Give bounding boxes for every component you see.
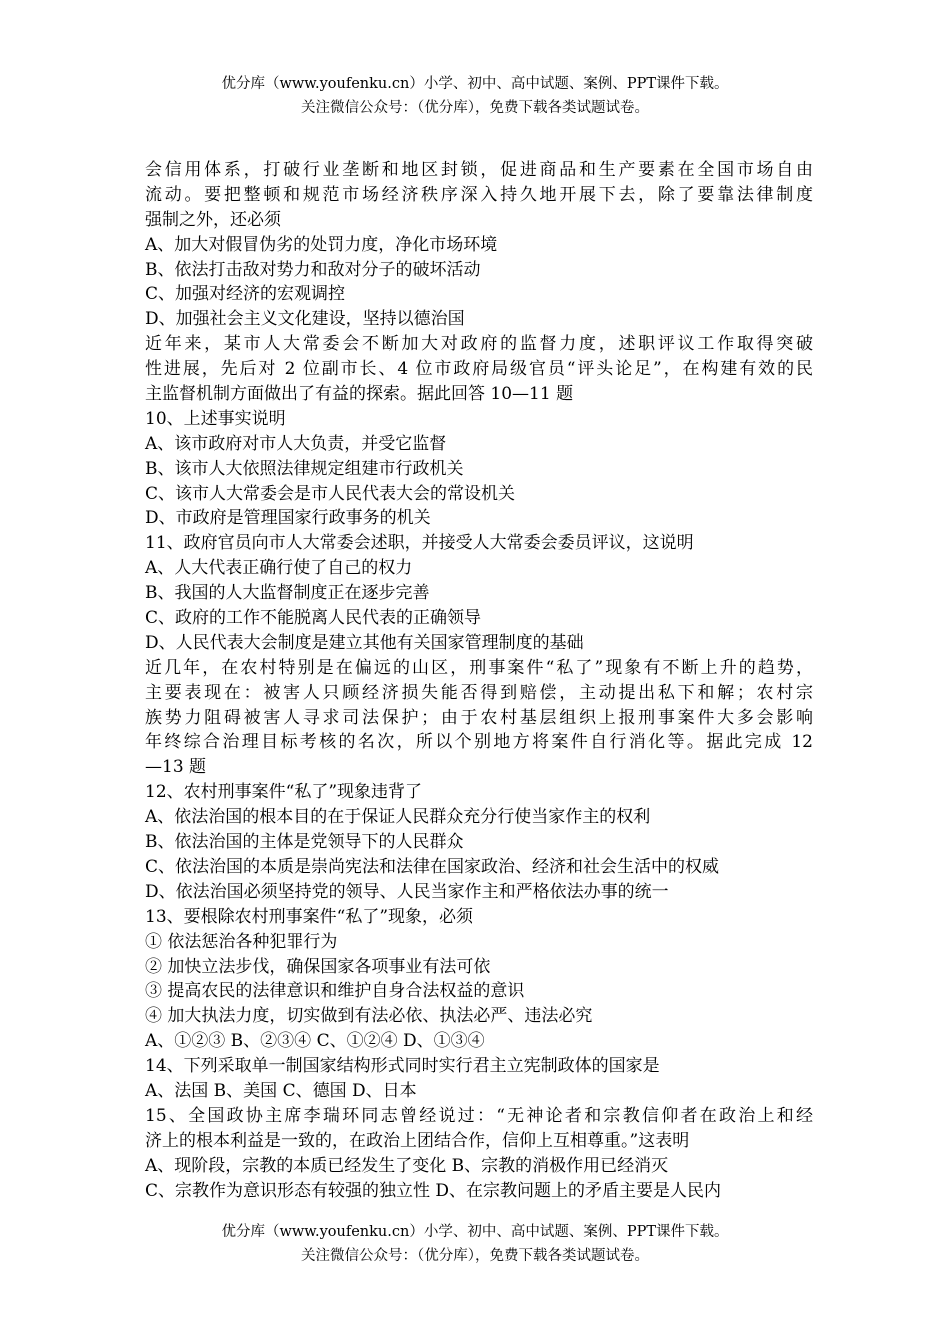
text-line: B、该市人大依照法律规定组建市行政机关	[145, 458, 464, 479]
text-line: D、依法治国必须坚持党的领导、人民当家作主和严格依法办事的统一	[145, 881, 669, 902]
text-line: ③ 提高农民的法律意识和维护自身合法权益的意识	[145, 981, 525, 1002]
text-line: A、依法治国的根本目的在于保证人民群众充分行使当家作主的权利	[145, 807, 651, 828]
text-line: 13、要根除农村刑事案件“私了”现象，必须	[145, 906, 474, 927]
text-line: 会信用体系，打破行业垄断和地区封锁，促进商品和生产要素在全国市场自由	[145, 160, 813, 180]
text-line: ④ 加大执法力度，切实做到有法必依、执法必严、违法必究	[145, 1006, 593, 1027]
text-line: A、加大对假冒伪劣的处罚力度，净化市场环境	[145, 234, 498, 255]
text-line: 强制之外，还必须	[145, 209, 281, 230]
document-body	[145, 158, 813, 1203]
text-line: D、市政府是管理国家行政事务的机关	[145, 508, 431, 529]
text-line: 11、政府官员向市人大常委会述职，并接受人大常委会委员评议，这说明	[145, 533, 694, 554]
text-line: 10、上述事实说明	[145, 408, 286, 429]
text-line: C、加强对经济的宏观调控	[145, 284, 346, 305]
text-line: —13 题	[145, 757, 207, 778]
text-line: B、依法治国的主体是党领导下的人民群众	[145, 832, 464, 853]
text-line: 济上的根本利益是一致的，在政治上团结合作，信仰上互相尊重。”这表明	[145, 1130, 690, 1151]
footer-line-2: 关注微信公众号：（优分库），免费下载各类试题试卷。	[301, 1248, 649, 1264]
text-line: 流动。要把整顿和规范市场经济秩序深入持久地开展下去，除了要靠法律制度	[145, 184, 813, 205]
text-line: 性进展，先后对 2 位副市长、4 位市政府局级官员“评头论足”，在构建有效的民	[145, 359, 813, 380]
text-line: 15、全国政协主席李瑞环同志曾经说过：“无神论者和宗教信仰者在政治上和经	[145, 1105, 813, 1126]
text-line: 12、农村刑事案件“私了”现象违背了	[145, 782, 423, 803]
text-line: A、法国 B、美国 C、德国 D、日本	[145, 1080, 417, 1101]
text-line: C、政府的工作不能脱离人民代表的正确领导	[145, 608, 482, 629]
text-line: ② 加快立法步伐，确保国家各项事业有法可依	[145, 956, 491, 977]
text-line: C、宗教作为意识形态有较强的独立性 D、在宗教问题上的矛盾主要是人民内	[145, 1180, 722, 1201]
text-line: A、现阶段，宗教的本质已经发生了变化 B、宗教的消极作用已经消灭	[145, 1155, 669, 1176]
text-line: 近年来，某市人大常委会不断加大对政府的监督力度，述职评议工作取得突破	[145, 334, 813, 355]
header-line-2: 关注微信公众号：（优分库），免费下载各类试题试卷。	[301, 100, 649, 116]
text-line: D、加强社会主义文化建设，坚持以德治国	[145, 309, 465, 330]
text-line: C、该市人大常委会是市人民代表大会的常设机关	[145, 483, 516, 504]
page-footer	[0, 1220, 950, 1268]
text-line: 年终综合治理目标考核的名次，所以个别地方将案件自行消化等。据此完成 12	[145, 732, 813, 753]
text-line: A、人大代表正确行使了自己的权力	[145, 558, 413, 579]
text-line: A、①②③ B、②③④ C、①②④ D、①③④	[145, 1031, 485, 1052]
text-line: 主要表现在：被害人只顾经济损失能否得到赔偿，主动提出私下和解；农村宗	[145, 682, 813, 703]
header-line-1: 优分库（www.youfenku.cn）小学、初中、高中试题、案例、PPT课件下载。	[221, 76, 729, 92]
text-line: A、该市政府对市人大负责，并受它监督	[145, 433, 447, 454]
text-line: C、依法治国的本质是崇尚宪法和法律在国家政治、经济和社会生活中的权威	[145, 856, 720, 877]
text-line: 14、下列采取单一制国家结构形式同时实行君主立宪制政体的国家是	[145, 1056, 660, 1077]
text-line: D、人民代表大会制度是建立其他有关国家管理制度的基础	[145, 632, 584, 653]
text-line: B、我国的人大监督制度正在逐步完善	[145, 583, 430, 604]
footer-line-1: 优分库（www.youfenku.cn）小学、初中、高中试题、案例、PPT课件下载。	[221, 1224, 729, 1240]
text-line: ① 依法惩治各种犯罪行为	[145, 931, 338, 952]
text-line: B、依法打击敌对势力和敌对分子的破坏活动	[145, 259, 481, 280]
page-header	[0, 72, 950, 120]
text-line: 族势力阻碍被害人寻求司法保护；由于农村基层组织上报刑事案件大多会影响	[145, 707, 813, 728]
text-line: 近几年，在农村特别是在偏远的山区，刑事案件“私了”现象有不断上升的趋势，	[145, 657, 813, 678]
text-line: 主监督机制方面做出了有益的探索。据此回答 10—11 题	[145, 384, 574, 405]
